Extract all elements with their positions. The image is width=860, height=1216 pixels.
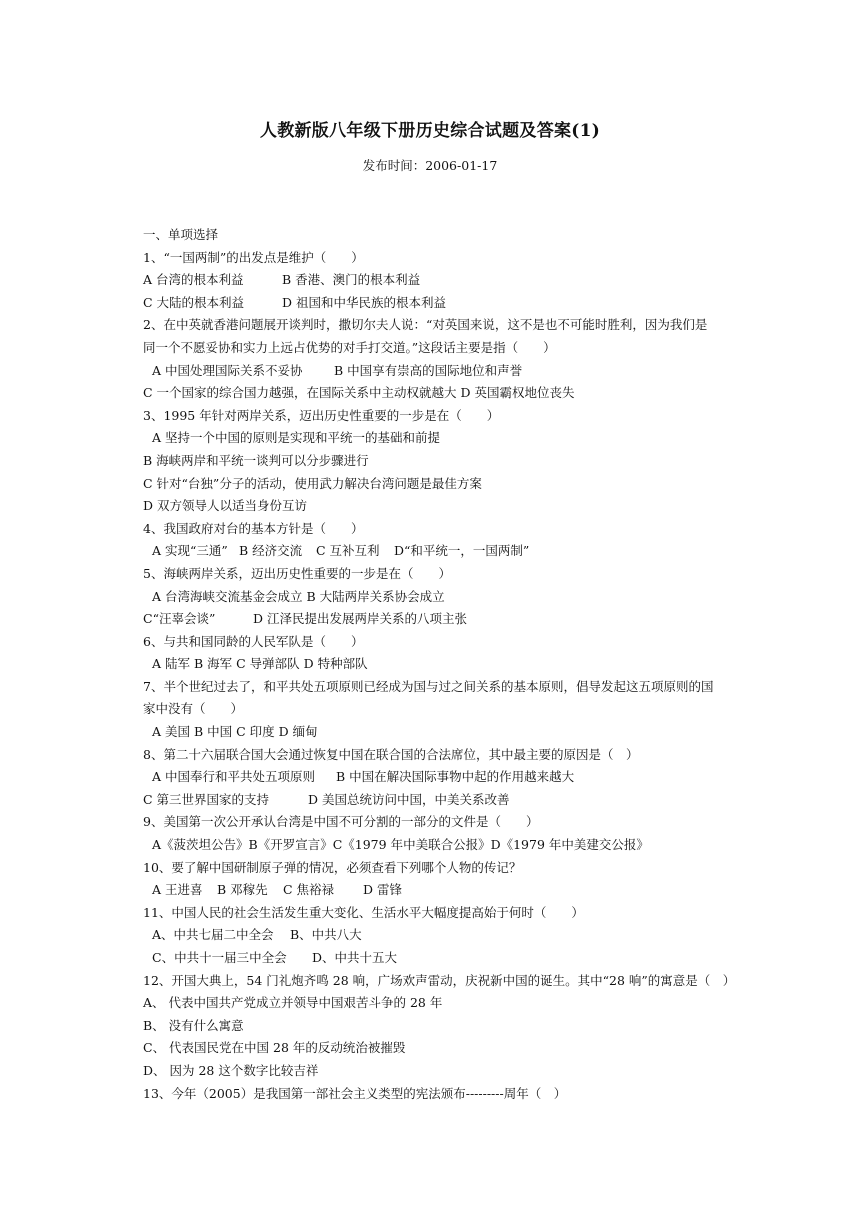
option-c: C 焦裕禄 xyxy=(283,882,335,898)
option-line: C 一个国家的综合国力越强，在国际关系中主动权就越大 D 英国霸权地位丧失 xyxy=(143,385,575,401)
option-line xyxy=(143,540,743,563)
option-b: B 海峡两岸和平统一谈判可以分步骤进行 xyxy=(143,452,369,468)
option-a: A 中国奉行和平共处五项原则 xyxy=(152,769,316,785)
option-line xyxy=(143,766,743,789)
question-stem: 家中没有（ ） xyxy=(143,701,244,717)
option-b: B 经济交流 xyxy=(239,543,303,559)
option-b: B、中共八大 xyxy=(290,927,362,943)
option-line xyxy=(143,879,743,902)
question-stem: 11、中国人民的社会生活发生重大变化、生活水平大幅度提高始于何时（ ） xyxy=(143,904,584,920)
option-a: A 坚持一个中国的原则是实现和平统一的基础和前提 xyxy=(152,430,441,446)
option-d: D 祖国和中华民族的根本利益 xyxy=(282,294,446,310)
option-line xyxy=(143,360,743,383)
option-line: A 美国 B 中国 C 印度 D 缅甸 xyxy=(152,724,318,740)
question-stem: 6、与共和国同龄的人民军队是（ ） xyxy=(143,633,364,649)
option-c: C、中共十一届三中全会 xyxy=(152,950,287,965)
question-stem: 2、在中英就香港问题展开谈判时，撒切尔夫人说：“对英国来说，这不是也不可能时胜利，因为我们是 xyxy=(143,317,708,333)
option-d: D“和平统一，一国两制” xyxy=(394,543,530,559)
option-d: D 雷锋 xyxy=(363,882,402,898)
option-d: D、中共十五大 xyxy=(312,950,398,965)
option-c: C 大陆的根本利益 xyxy=(143,294,245,310)
question-stem: 8、第二十六届联合国大会通过恢复中国在联合国的合法席位，其中最主要的原因是（ ） xyxy=(143,746,639,762)
question-stem: 7、半个世纪过去了，和平共处五项原则已经成为国与过之间关系的基本原则，倡导发起这五项原则的国 xyxy=(143,678,714,694)
document-body xyxy=(143,224,743,1105)
question-stem: 12、开国大典上，54 门礼炮齐鸣 28 响，广场欢声雷动，庆祝新中国的诞生。其中“28 响”的寓意是（ ） xyxy=(143,972,736,988)
option-c: C 互补互利 xyxy=(316,543,380,559)
option-b: B 中国在解决国际事物中起的作用越来越大 xyxy=(336,769,575,785)
option-d: D 美国总统访问中国，中美关系改善 xyxy=(308,791,510,807)
option-line xyxy=(143,947,743,970)
option-b: B、 没有什么寓意 xyxy=(143,1017,244,1033)
option-a: A 中国处理国际关系不妥协 xyxy=(152,362,303,378)
option-b: B 香港、澳门的根本利益 xyxy=(282,272,421,288)
publish-date: 发布时间：2006-01-17 xyxy=(362,158,498,173)
option-line xyxy=(143,789,743,812)
option-a: A 实现“三通” xyxy=(152,543,228,559)
question-stem: 4、我国政府对台的基本方针是（ ） xyxy=(143,520,364,536)
option-b: B 邓稼先 xyxy=(217,882,268,898)
option-d: D 江泽民提出发展两岸关系的八项主张 xyxy=(253,611,467,627)
option-a: A、中共七届二中全会 xyxy=(152,927,274,943)
option-c: C“汪辜会谈” xyxy=(143,611,216,627)
question-stem: 同一个不愿妥协和实力上远占优势的对手打交道。”这段话主要是指（ ） xyxy=(143,339,556,355)
option-c: C 针对“台独”分子的活动，使用武力解决台湾问题是最佳方案 xyxy=(143,475,482,491)
option-c: C、 代表国民党在中国 28 年的反动统治被摧毁 xyxy=(143,1040,406,1056)
option-c: C 第三世界国家的支持 xyxy=(143,791,270,807)
option-line: A 陆军 B 海军 C 导弹部队 D 特种部队 xyxy=(152,656,368,672)
question-stem: 5、海峡两岸关系，迈出历史性重要的一步是在（ ） xyxy=(143,565,451,581)
option-line xyxy=(143,924,743,947)
option-line: A《菠茨坦公告》B《开罗宣言》C《1979 年中美联合公报》D《1979 年中美建交公报》 xyxy=(152,837,649,853)
question-stem: 13、今年（2005）是我国第一部社会主义类型的宪法颁布---------周年（ ） xyxy=(143,1085,567,1101)
option-a: A、 代表中国共产党成立并领导中国艰苦斗争的 28 年 xyxy=(143,995,443,1011)
option-line: A 台湾海峡交流基金会成立 B 大陆两岸关系协会成立 xyxy=(152,588,445,604)
section-heading: 一、单项选择 xyxy=(143,227,219,242)
option-a: A 台湾的根本利益 xyxy=(143,272,244,288)
question-stem: 1、“一国两制”的出发点是维护（ ） xyxy=(143,249,364,265)
document-title: 人教新版八年级下册历史综合试题及答案(1) xyxy=(259,121,601,141)
question-stem: 9、美国第一次公开承认台湾是中国不可分割的一部分的文件是（ ） xyxy=(143,814,539,830)
option-d: D、 因为 28 这个数字比较吉祥 xyxy=(143,1062,319,1078)
option-d: D 双方领导人以适当身份互访 xyxy=(143,498,307,514)
option-line xyxy=(143,608,743,631)
option-a: A 王进喜 xyxy=(152,882,203,898)
option-b: B 中国享有崇高的国际地位和声誉 xyxy=(334,362,523,378)
question-stem: 10、要了解中国研制原子弹的情况，必须查看下列哪个人物的传记？ xyxy=(143,859,522,875)
option-line xyxy=(143,269,743,292)
option-line xyxy=(143,292,743,315)
question-stem: 3、1995 年针对两岸关系，迈出历史性重要的一步是在（ ） xyxy=(143,407,500,423)
